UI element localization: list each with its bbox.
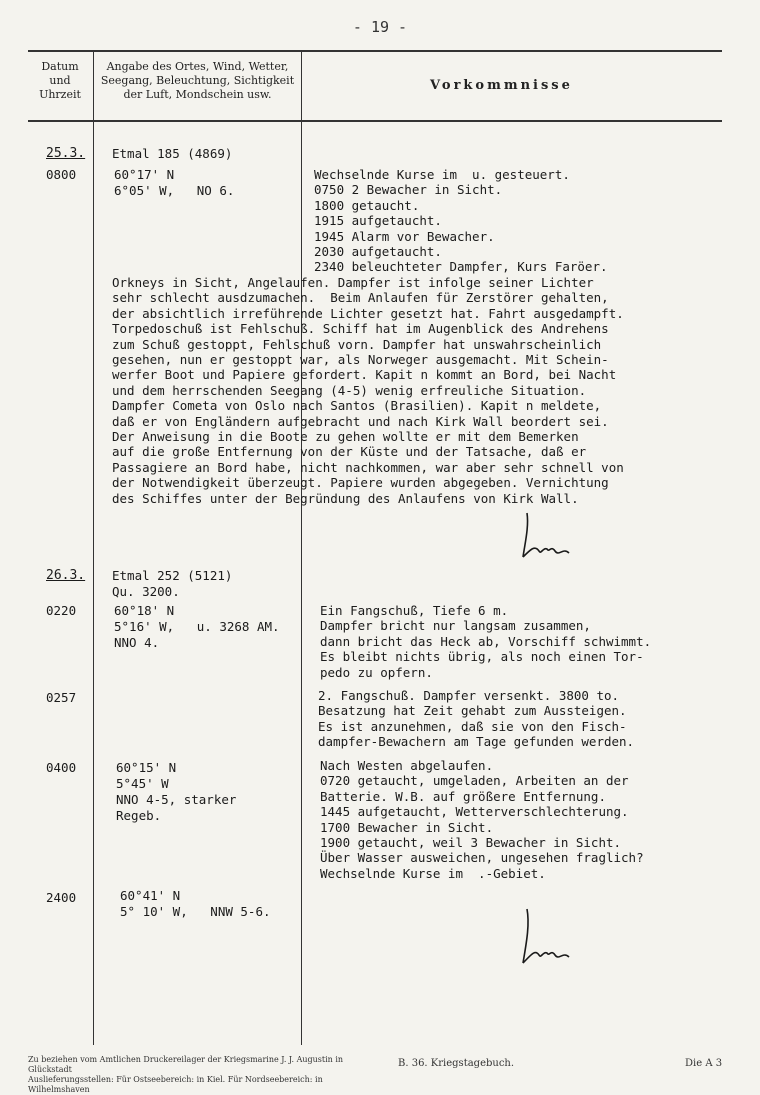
narrative-line: werfer Boot und Papiere gefordert. Kapit n kommt an Bord, bei Nacht xyxy=(112,367,617,383)
footer-form-title: B. 36. Kriegstagebuch. xyxy=(398,1058,515,1069)
position-0220-line2: 5°16' W, u. 3268 AM. xyxy=(114,619,280,634)
event-line: Dampfer bricht nur langsam zusammen, xyxy=(320,618,591,634)
etmal-day1: Etmal 185 (4869) xyxy=(112,146,233,161)
event-line: Ein Fangschuß, Tiefe 6 m. xyxy=(320,603,509,618)
event-line: Wechselnde Kurse im .-Gebiet. xyxy=(320,865,546,881)
narrative-line: Torpedoschuß ist Fehlschuß. Schiff hat im Augenblick des Andrehens xyxy=(112,321,609,337)
position-0400-line1: 60°15' N xyxy=(116,760,177,775)
header-location-line: der Luft, Mondschein usw. xyxy=(123,88,272,101)
header-date-line: und xyxy=(49,74,71,87)
header-location-line: Angabe des Ortes, Wind, Wetter, xyxy=(106,60,289,73)
column-divider-2 xyxy=(301,50,302,1045)
header-date-line: Uhrzeit xyxy=(39,88,81,101)
event-line: 2030 aufgetaucht. xyxy=(314,244,442,260)
time-2400: 2400 xyxy=(46,890,77,905)
position-day1-line1: 60°17' N xyxy=(114,167,175,182)
header-date-column xyxy=(30,60,90,102)
position-0400-line4: Regeb. xyxy=(116,808,162,823)
event-line: Batterie. W.B. auf größere Entfernung. xyxy=(320,788,606,804)
events-day1 xyxy=(314,167,608,275)
event-line: 2. Fangschuß. Dampfer versenkt. 3800 to. xyxy=(318,688,620,703)
event-line: 1445 aufgetaucht, Wetterverschlechterung. xyxy=(320,804,629,820)
events-0257 xyxy=(318,688,634,750)
event-line: dann bricht das Heck ab, Vorschiff schwimmt. xyxy=(320,633,652,649)
narrative-day1 xyxy=(112,275,624,506)
etmal-day2-sub: Qu. 3200. xyxy=(112,584,180,599)
position-2400-line2: 5° 10' W, NNW 5-6. xyxy=(120,904,271,919)
narrative-line: Passagiere an Bord habe, nicht nachkommen, war aber sehr schnell von xyxy=(112,459,624,475)
page-number: - 19 - xyxy=(352,18,408,36)
date-day2: 26.3. xyxy=(46,568,86,583)
event-line: Es bleibt nichts übrig, als noch einen Tor- xyxy=(320,649,644,665)
event-line: Es ist anzunehmen, daß sie von den Fisch- xyxy=(318,718,627,734)
position-day1-line2: 6°05' W, NO 6. xyxy=(114,183,235,198)
position-0220-line3: NNO 4. xyxy=(114,635,160,650)
event-line: Wechselnde Kurse im u. gesteuert. xyxy=(314,167,570,182)
position-0220-line1: 60°18' N xyxy=(114,603,175,618)
event-line: Nach Westen abgelaufen. xyxy=(320,758,494,773)
narrative-line: des Schiffes unter der Begründung des Anlaufens von Kirk Wall. xyxy=(112,490,579,506)
narrative-line: der Notwendigkeit überzeugt. Papiere wurden abgegeben. Vernichtung xyxy=(112,475,609,491)
events-0400 xyxy=(320,758,644,881)
time-0220: 0220 xyxy=(46,603,77,618)
position-0400-line2: 5°45' W xyxy=(116,776,169,791)
event-line: 0720 getaucht, umgeladen, Arbeiten an der xyxy=(320,773,629,789)
narrative-line: Der Anweisung in die Boote zu gehen wollte er mit dem Bemerken xyxy=(112,429,579,445)
event-line: Besatzung hat Zeit gehabt zum Aussteigen. xyxy=(318,703,627,719)
event-line: Über Wasser ausweichen, ungesehen fraglich? xyxy=(320,850,644,866)
event-line: 1915 aufgetaucht. xyxy=(314,213,442,229)
narrative-line: auf die große Entfernung von der Küste und der Tatsache, daß er xyxy=(112,444,587,460)
footer-line: Auslieferungsstellen: Für Ostseebereich: in Kiel. Für Nordseebereich: in Wilhelmshaven xyxy=(28,1075,323,1094)
narrative-line: und dem herrschenden Seegang (4-5) wenig erfreuliche Situation. xyxy=(112,382,587,398)
events-0220 xyxy=(320,603,651,680)
narrative-line: der absichtlich irreführende Lichter gesetzt hat. Fahrt ausgedampft. xyxy=(112,305,624,321)
time-0257: 0257 xyxy=(46,690,77,705)
event-line: pedo zu opfern. xyxy=(320,664,433,680)
narrative-line: Dampfer Cometa von Oslo nach Santos (Brasilien). Kapit n meldete, xyxy=(112,398,602,414)
date-day1: 25.3. xyxy=(46,146,86,161)
event-line: 1945 Alarm vor Bewacher. xyxy=(314,228,495,244)
header-date-line: Datum xyxy=(41,60,79,73)
header-events-column: Vorkommnisse xyxy=(430,78,573,93)
signature-day1 xyxy=(515,505,575,565)
event-line: dampfer-Bewachern am Tage gefunden werden. xyxy=(318,734,635,750)
column-divider-1 xyxy=(93,50,94,1045)
narrative-line: gesehen, nun er gestoppt war, als Norweger ausgemacht. Mit Schein- xyxy=(112,352,609,368)
top-rule xyxy=(28,50,722,52)
header-bottom-rule xyxy=(28,120,722,122)
narrative-line: sehr schlecht ausdzumachen. Beim Anlaufen für Zerstörer gehalten, xyxy=(112,290,609,306)
time-0400: 0400 xyxy=(46,760,77,775)
etmal-day2: Etmal 252 (5121) xyxy=(112,568,233,583)
event-line: 1900 getaucht, weil 3 Bewacher in Sicht. xyxy=(320,835,622,851)
event-line: 1800 getaucht. xyxy=(314,197,420,213)
signature-day2 xyxy=(515,905,575,969)
time-0800: 0800 xyxy=(46,167,77,182)
narrative-line: zum Schuß gestoppt, Fehlschuß vorn. Dampfer hat unswahrscheinlich xyxy=(112,336,602,352)
position-0400-line3: NNO 4-5, starker xyxy=(116,792,237,807)
footer-printer-note xyxy=(28,1055,368,1095)
narrative-line: Orkneys in Sicht, Angelaufen. Dampfer ist infolge seiner Lichter xyxy=(112,275,594,290)
event-line: 1700 Bewacher in Sicht. xyxy=(320,819,494,835)
header-location-column xyxy=(95,60,300,102)
footer-line: Zu beziehen vom Amtlichen Druckereilager der Kriegsmarine J. J. Augustin in Glückstadt xyxy=(28,1055,344,1074)
position-2400-line1: 60°41' N xyxy=(120,888,181,903)
header-location-line: Seegang, Beleuchtung, Sichtigkeit xyxy=(100,74,295,87)
narrative-line: daß er von Engländern aufgebracht und nach Kirk Wall beordert sei. xyxy=(112,413,609,429)
footer-form-code: Die A 3 xyxy=(685,1058,723,1069)
event-line: 2340 beleuchteter Dampfer, Kurs Faröer. xyxy=(314,259,608,275)
event-line: 0750 2 Bewacher in Sicht. xyxy=(314,182,503,198)
